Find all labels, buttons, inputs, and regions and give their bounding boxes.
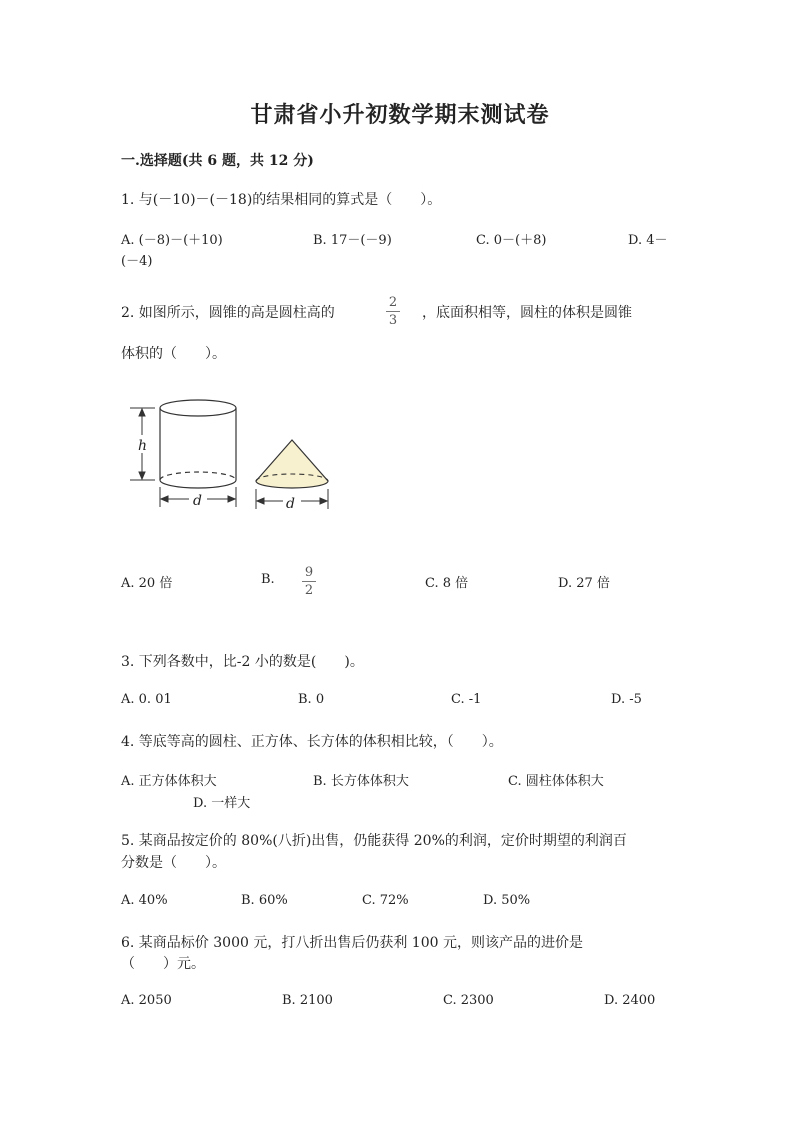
- question-6-option-d[interactable]: D. 2400: [604, 993, 656, 1008]
- question-1-option-d[interactable]: D. 4－: [628, 233, 668, 248]
- question-5-stem-b: 分数是（ ）。: [121, 855, 226, 871]
- question-6-option-c[interactable]: C. 2300: [443, 993, 494, 1008]
- question-1-option-c[interactable]: C. 0－(＋8): [476, 233, 547, 248]
- question-2-option-b[interactable]: B.: [261, 572, 275, 587]
- question-1-option-d-cont: (－4): [121, 254, 153, 269]
- question-5-option-c[interactable]: C. 72%: [362, 893, 409, 908]
- question-6-option-a[interactable]: A. 2050: [121, 993, 172, 1008]
- question-3-option-b[interactable]: B. 0: [298, 692, 325, 707]
- question-2-option-b-fraction: [302, 566, 316, 597]
- page-title: 甘肃省小升初数学期末测试卷: [250, 102, 550, 128]
- question-2-stem-a: 2. 如图所示，圆锥的高是圆柱高的: [121, 305, 335, 321]
- question-3-option-a[interactable]: A. 0. 01: [121, 692, 172, 707]
- height-label: h: [138, 438, 148, 454]
- cylinder-icon: [160, 400, 236, 488]
- fraction-bar: [386, 311, 400, 312]
- question-3-stem: 3. 下列各数中，比-2 小的数是( )。: [121, 654, 364, 670]
- fraction-numerator: 2: [388, 295, 398, 310]
- fraction-bar: [302, 581, 316, 582]
- question-5-option-d[interactable]: D. 50%: [483, 893, 531, 908]
- question-2-option-a[interactable]: A. 20 倍: [121, 576, 173, 591]
- question-2-stem-b: ，底面积相等，圆柱的体积是圆锥: [422, 305, 632, 321]
- question-1-option-b[interactable]: B. 17－(－9): [313, 233, 392, 248]
- question-6-stem-b: （ ）元。: [121, 956, 205, 972]
- question-5-stem-a: 5. 某商品按定价的 80%(八折)出售，仍能获得 20%的利润，定价时期望的利润百: [121, 833, 627, 849]
- question-3-option-c[interactable]: C. -1: [451, 692, 482, 707]
- question-6-stem-a: 6. 某商品标价 3000 元，打八折出售后仍获利 100 元，则该产品的进价是: [121, 935, 583, 951]
- question-6-option-b[interactable]: B. 2100: [282, 993, 333, 1008]
- question-4-option-b[interactable]: B. 长方体体积大: [313, 774, 409, 789]
- cone-diameter-label: d: [286, 496, 295, 512]
- cylinder-diameter-label: d: [193, 493, 202, 509]
- question-4-option-a[interactable]: A. 正方体体积大: [121, 774, 217, 789]
- question-1-stem: 1. 与(－10)－(－18)的结果相同的算式是（ ）。: [121, 192, 442, 208]
- question-4-stem: 4. 等底等高的圆柱、正方体、长方体的体积相比较，（ ）。: [121, 734, 503, 750]
- question-2-option-c[interactable]: C. 8 倍: [425, 576, 469, 591]
- question-4-option-c[interactable]: C. 圆柱体体积大: [508, 774, 604, 789]
- question-5-option-a[interactable]: A. 40%: [121, 893, 168, 908]
- question-4-option-d[interactable]: D. 一样大: [193, 796, 251, 811]
- fraction-denominator: 2: [304, 583, 314, 598]
- fraction-denominator: 3: [388, 313, 398, 328]
- question-3-option-d[interactable]: D. -5: [611, 692, 642, 707]
- fraction-numerator: 9: [304, 565, 314, 580]
- cone-icon: [256, 440, 328, 488]
- question-2-option-d[interactable]: D. 27 倍: [558, 576, 610, 591]
- question-2-stem-c: 体积的（ ）。: [121, 346, 226, 362]
- cylinder-cone-figure: [125, 395, 340, 520]
- question-5-option-b[interactable]: B. 60%: [241, 893, 288, 908]
- question-2-fraction: [386, 296, 400, 327]
- section-heading: 一.选择题(共 6 题，共 12 分): [121, 153, 314, 169]
- question-1-option-a[interactable]: A. (－8)－(＋10): [121, 233, 223, 248]
